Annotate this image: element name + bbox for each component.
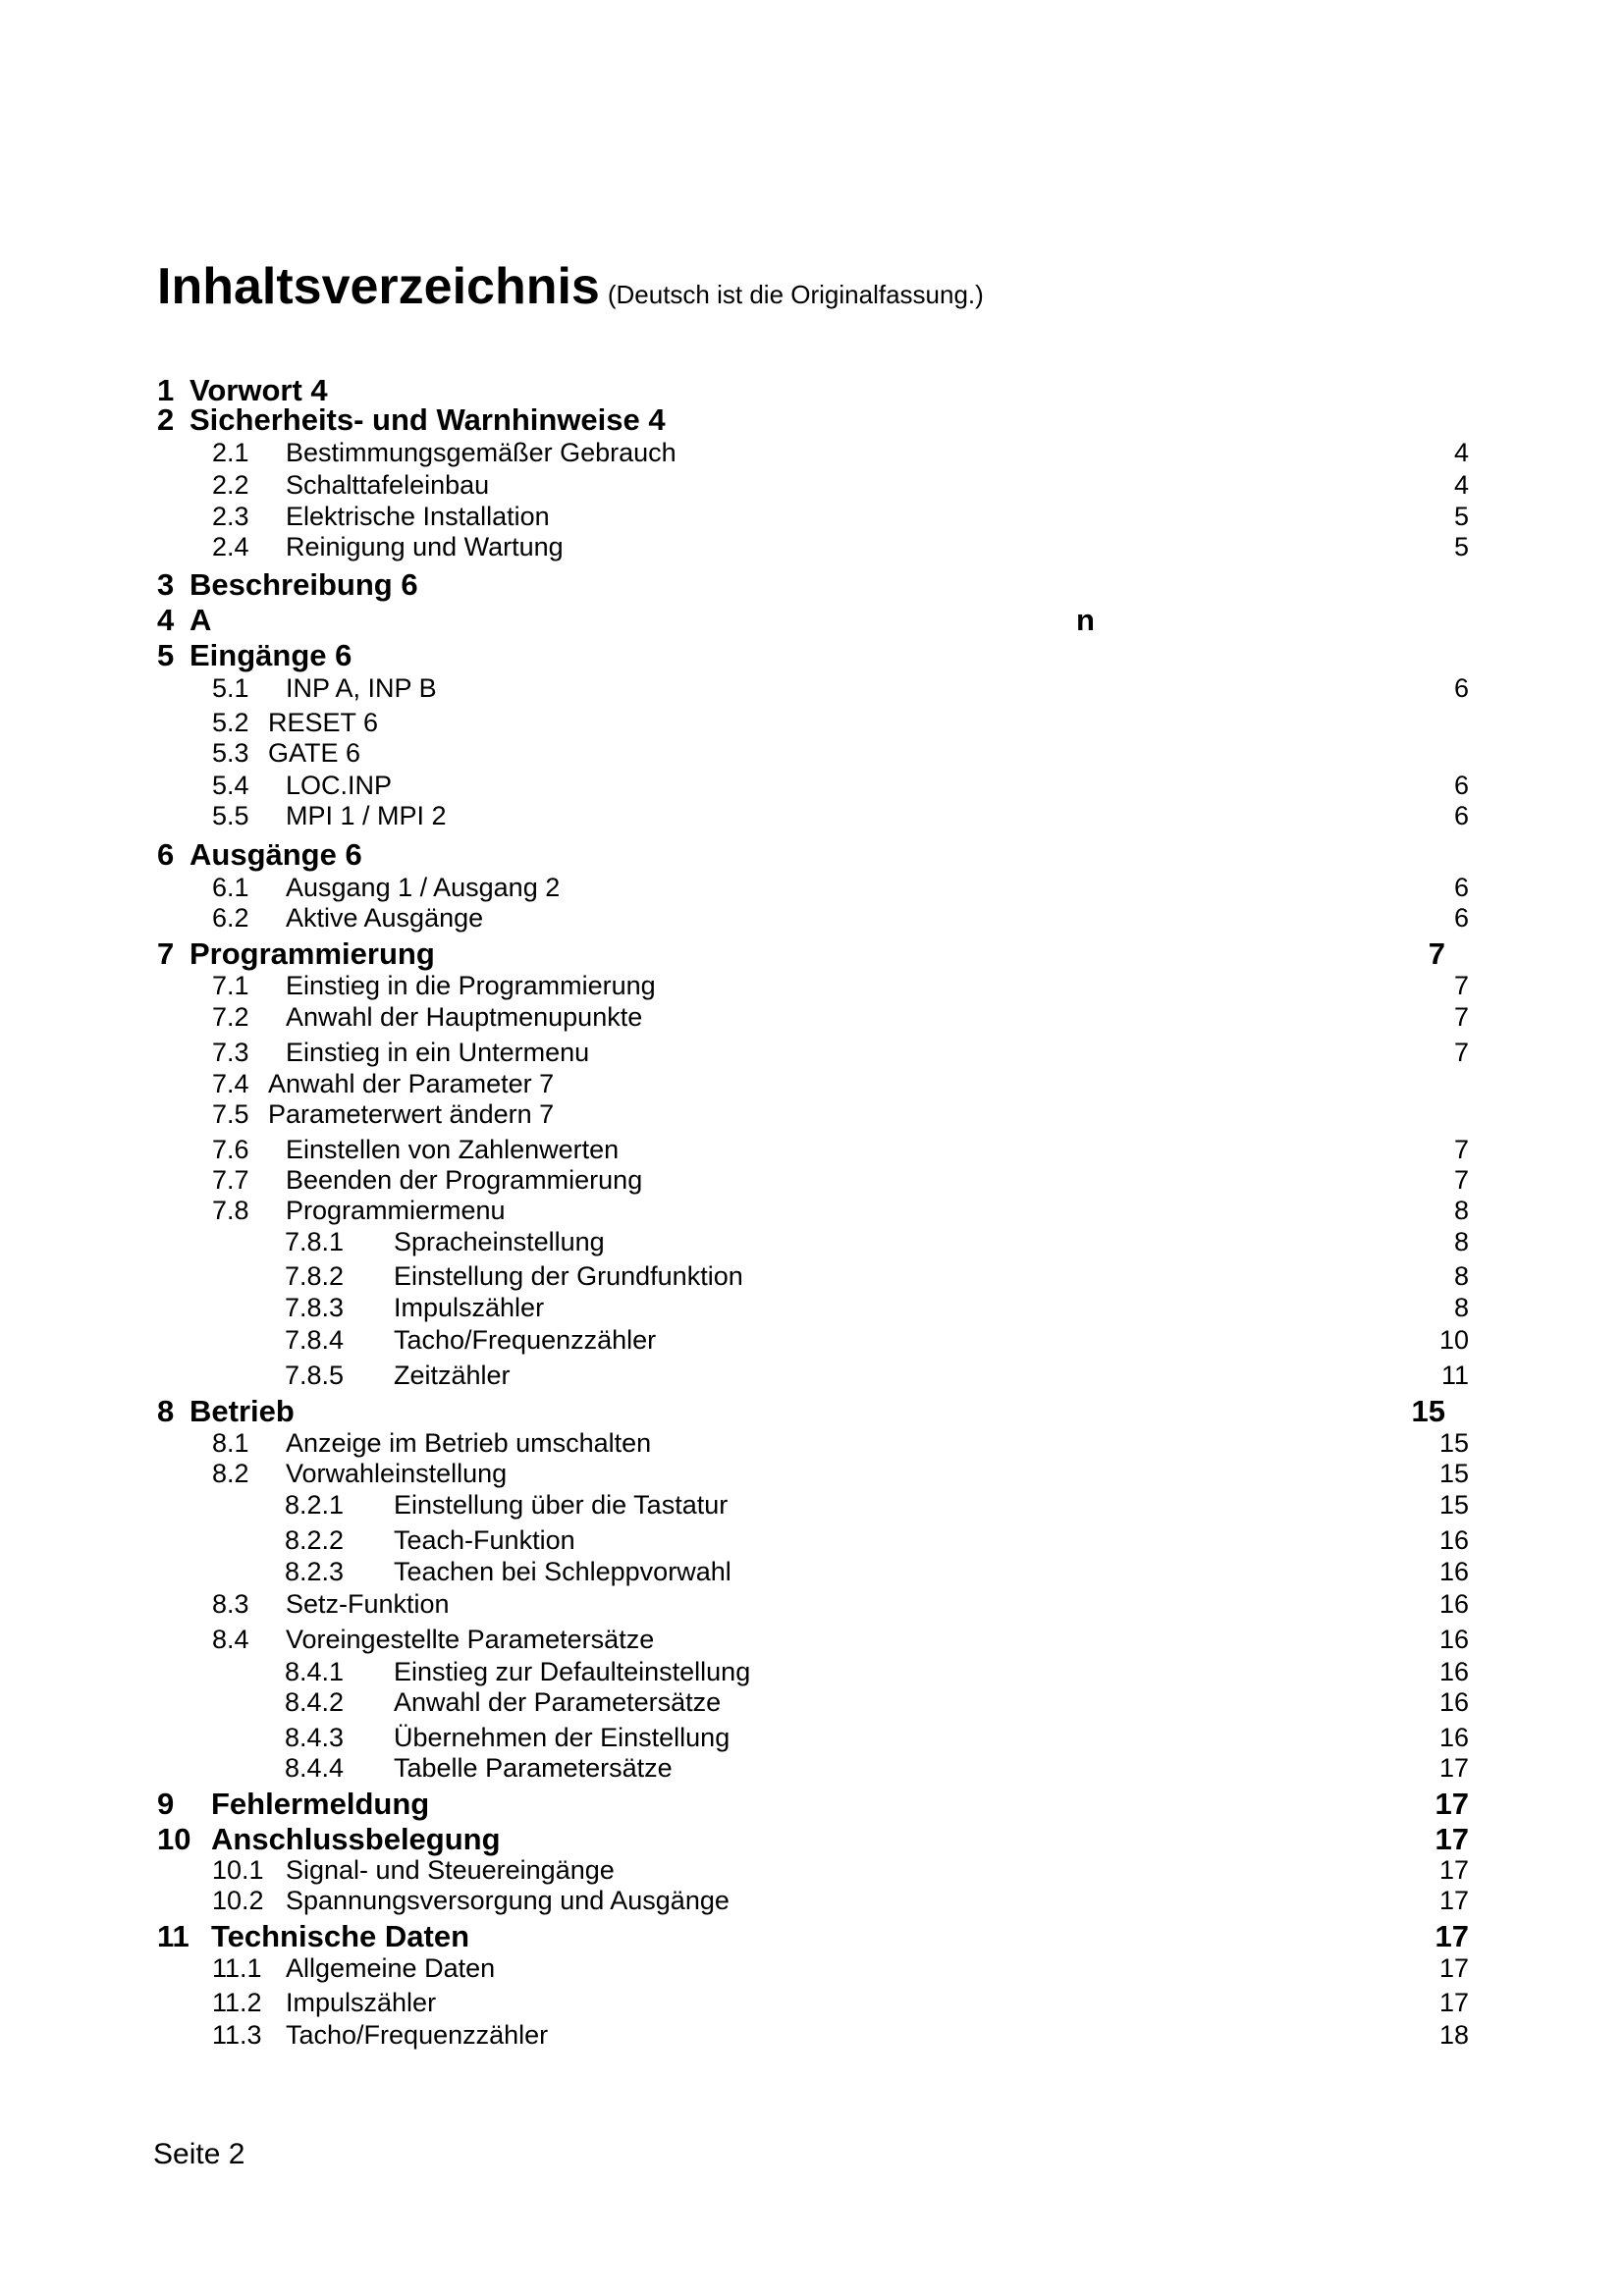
toc-entry-number: 7.8: [212, 1196, 249, 1225]
toc-entry-page-number: 7: [1453, 1135, 1469, 1164]
toc-entry-page-number: 16: [1438, 1589, 1469, 1619]
toc-entry-number: 7.2: [212, 1002, 249, 1032]
toc-entry-number: 7.1: [212, 971, 249, 1000]
toc-entry-number: 7.7: [212, 1165, 249, 1195]
toc-entry-title: Schalttafeleinbau: [286, 470, 490, 500]
toc-entry-page-number: 17: [1438, 1886, 1469, 1915]
toc-entry-title: Übernehmen der Einstellung: [394, 1723, 731, 1752]
toc-entry-title: Betrieb: [189, 1394, 295, 1428]
toc-entry-page-number: 8: [1453, 1196, 1469, 1225]
toc-entry-title: Einstellung über die Tastatur: [394, 1490, 729, 1520]
toc-entry-number: 2.1: [212, 438, 249, 467]
toc-entry-title: Anzeige im Betrieb umschalten: [286, 1428, 652, 1458]
toc-entry-number: 7.8.4: [285, 1325, 345, 1355]
toc-entry-title: Sicherheits- und Warnhinweise 4: [189, 402, 666, 437]
toc-entry-title: Teach-Funktion: [394, 1525, 575, 1555]
toc-entry-page-number: 16: [1438, 1723, 1469, 1752]
toc-entry-page-number: 8: [1453, 1293, 1469, 1322]
toc-entry-title: Anschlussbelegung: [211, 1822, 501, 1856]
toc-entry-number: 11.2: [212, 1988, 262, 2017]
toc-entry-page-number: 6: [1453, 771, 1469, 800]
toc-entry-page-number: 6: [1453, 673, 1469, 703]
toc-entry-page-number: 15: [1438, 1490, 1469, 1520]
toc-entry-title: Beschreibung 6: [189, 567, 418, 602]
toc-entry-number: 2.3: [212, 502, 249, 531]
toc-entry-page-number: 5: [1453, 502, 1469, 531]
page-footer: Seite 2: [153, 2138, 245, 2170]
toc-entry-title: Einstieg zur Defaulteinstellung: [394, 1657, 751, 1686]
toc-entry-title: Vorwort 4: [189, 373, 328, 407]
toc-entry-title: Aktive Ausgänge: [286, 903, 484, 933]
toc-entry-page-number: 4: [1453, 438, 1469, 467]
toc-entry-title: Tabelle Parametersätze: [394, 1753, 673, 1783]
toc-entry-page-number: 7: [1453, 1038, 1469, 1067]
toc-entry-title: Voreingestellte Parametersätze: [286, 1625, 655, 1654]
toc-entry-number: 8.1: [212, 1428, 249, 1458]
toc-entry-page-number: 4: [1453, 470, 1469, 500]
toc-entry-number: 7.8.5: [285, 1361, 345, 1390]
toc-entry-title: LOC.INP: [286, 771, 393, 800]
toc-entry-number: 8.2.1: [285, 1490, 345, 1520]
toc-entry-number: 8.4.2: [285, 1687, 345, 1717]
toc-entry-number: 6: [157, 837, 175, 872]
toc-entry-number: 8.2.3: [285, 1557, 345, 1586]
toc-entry-title: Ausgänge 6: [189, 837, 362, 872]
toc-entry-page-number: 16: [1438, 1687, 1469, 1717]
toc-entry-page-number: 15: [1438, 1428, 1469, 1458]
toc-entry-number: 8: [157, 1394, 175, 1428]
toc-entry-title: Anwahl der Parametersätze: [394, 1687, 722, 1717]
toc-entry-title: Spracheinstellung: [394, 1227, 605, 1256]
toc-entry-title: Impulszähler: [286, 1988, 437, 2017]
toc-entry-page-number: 17: [1435, 1919, 1469, 1953]
toc-entry-number: 6.1: [212, 873, 249, 902]
toc-entry-page-number: 16: [1438, 1557, 1469, 1586]
toc-entry-page-number: 7: [1453, 1165, 1469, 1195]
toc-entry-page-number: 16: [1438, 1525, 1469, 1555]
toc-entry-number: 9: [157, 1787, 175, 1821]
toc-entry-number: 7.8.2: [285, 1261, 345, 1291]
toc-entry-number: 7.6: [212, 1135, 249, 1164]
toc-entry-number: 11.3: [212, 2020, 262, 2050]
toc-entry-title: Fehlermeldung: [211, 1787, 430, 1821]
toc-entry-number: 7.8.3: [285, 1293, 345, 1322]
toc-entry-title: Ausgang 1 / Ausgang 2: [286, 873, 561, 902]
page-subtitle: (Deutsch ist die Originalfassung.): [607, 280, 984, 309]
toc-entry-page-number: 17: [1438, 1953, 1469, 1983]
toc-entry-number: 5.1: [212, 673, 249, 703]
toc-entry-number: 4: [157, 603, 175, 637]
toc-entry-number: 11: [157, 1919, 189, 1953]
toc-entry-number: 5.2: [212, 708, 249, 737]
toc-entry-number: 7.5: [212, 1099, 249, 1129]
toc-entry-page-number: 6: [1453, 801, 1469, 830]
toc-entry-page-number: 17: [1435, 1787, 1469, 1821]
toc-entry-title: Einstieg in ein Untermenu: [286, 1038, 590, 1067]
toc-entry-title: Technische Daten: [211, 1919, 470, 1953]
toc-entry-page-number: 10: [1438, 1325, 1469, 1355]
toc-entry-title: Einstellung der Grundfunktion: [394, 1261, 743, 1291]
toc-entry-title: Parameterwert ändern 7: [268, 1099, 555, 1129]
toc-entry-number: 7: [157, 936, 175, 971]
toc-entry-title: INP A, INP B: [286, 673, 437, 703]
toc-entry-page-number: 16: [1438, 1625, 1469, 1654]
toc-entry-number: 5.4: [212, 771, 249, 800]
toc-entry-title: Setz-Funktion: [286, 1589, 450, 1619]
toc-entry-number: 10.1: [212, 1855, 264, 1885]
toc-entry-title: Programmiermenu: [286, 1196, 506, 1225]
toc-entry-page-number: 15: [1411, 1394, 1445, 1428]
toc-entry-page-number: 5: [1453, 532, 1469, 561]
toc-entry-number: 5.5: [212, 801, 249, 830]
toc-entry-page-number: 6: [1453, 873, 1469, 902]
toc-entry-title: Einstieg in die Programmierung: [286, 971, 656, 1000]
toc-entry-title: Impulszähler: [394, 1293, 545, 1322]
toc-entry-title: Eingänge 6: [189, 638, 352, 672]
toc-entry-number: 8.2: [212, 1459, 249, 1488]
toc-entry-title: Allgemeine Daten: [286, 1953, 496, 1983]
toc-entry-number: 11.1: [212, 1953, 262, 1983]
toc-entry-stray-text: n: [1076, 603, 1095, 637]
toc-entry-title: Bestimmungsgemäßer Gebrauch: [286, 438, 677, 467]
toc-entry-title: Programmierung: [189, 936, 435, 971]
toc-entry-number: 7.4: [212, 1069, 249, 1098]
toc-entry-title: Vorwahleinstellung: [286, 1459, 508, 1488]
toc-entry-title: Signal- und Steuereingänge: [286, 1855, 615, 1885]
toc-entry-number: 6.2: [212, 903, 249, 933]
toc-entry-title: GATE 6: [268, 738, 361, 768]
toc-entry-page-number: 7: [1453, 971, 1469, 1000]
toc-entry-number: 8.4.3: [285, 1723, 345, 1752]
toc-entry-title: Teachen bei Schleppvorwahl: [394, 1557, 731, 1586]
toc-entry-title: MPI 1 / MPI 2: [286, 801, 447, 830]
toc-entry-number: 3: [157, 567, 175, 602]
toc-entry-title: Beenden der Programmierung: [286, 1165, 643, 1195]
toc-entry-page-number: 16: [1438, 1657, 1469, 1686]
toc-entry-number: 8.4.1: [285, 1657, 345, 1686]
toc-entry-number: 7.3: [212, 1038, 249, 1067]
toc-entry-number: 5: [157, 638, 175, 672]
toc-entry-page-number: 17: [1438, 1988, 1469, 2017]
toc-entry-title: Anwahl der Hauptmenupunkte: [286, 1002, 643, 1032]
toc-entry-number: 8.4: [212, 1625, 249, 1654]
toc-entry-page-number: 6: [1453, 903, 1469, 933]
toc-entry-page-number: 11: [1440, 1361, 1469, 1390]
toc-entry-page-number: 7: [1428, 936, 1445, 971]
toc-entry-title: Elektrische Installation: [286, 502, 550, 531]
toc-entry-number: 5.3: [212, 738, 249, 768]
toc-entry-page-number: 18: [1438, 2020, 1469, 2050]
toc-entry-title: Tacho/Frequenzzähler: [394, 1325, 657, 1355]
toc-entry-number: 7.8.1: [285, 1227, 345, 1256]
toc-entry-title: A: [189, 603, 212, 637]
toc-entry-number: 2.2: [212, 470, 249, 500]
toc-entry-number: 8.3: [212, 1589, 249, 1619]
toc-entry-number: 2: [157, 402, 175, 437]
toc-entry-page-number: 17: [1438, 1855, 1469, 1885]
page-title: Inhaltsverzeichnis: [157, 258, 600, 315]
toc-entry-number: 8.4.4: [285, 1753, 345, 1783]
toc-entry-title: Zeitzähler: [394, 1361, 511, 1390]
toc-entry-title: Reinigung und Wartung: [286, 532, 564, 561]
toc-entry-title: Einstellen von Zahlenwerten: [286, 1135, 620, 1164]
toc-entry-number: 10.2: [212, 1886, 264, 1915]
toc-entry-title: Spannungsversorgung und Ausgänge: [286, 1886, 730, 1915]
toc-entry-number: 8.2.2: [285, 1525, 345, 1555]
toc-entry-page-number: 8: [1453, 1227, 1469, 1256]
toc-entry-number: 10: [157, 1822, 191, 1856]
toc-entry-title: Tacho/Frequenzzähler: [286, 2020, 549, 2050]
toc-entry-page-number: 8: [1453, 1261, 1469, 1291]
toc-entry-page-number: 17: [1438, 1753, 1469, 1783]
toc-entry-page-number: 7: [1453, 1002, 1469, 1032]
toc-entry-number: 2.4: [212, 532, 249, 561]
toc-entry-page-number: 15: [1438, 1459, 1469, 1488]
toc-entry-title: RESET 6: [268, 708, 379, 737]
toc-entry-number: 1: [157, 373, 175, 407]
toc-entry-title: Anwahl der Parameter 7: [268, 1069, 555, 1098]
toc-entry-page-number: 17: [1435, 1822, 1469, 1856]
